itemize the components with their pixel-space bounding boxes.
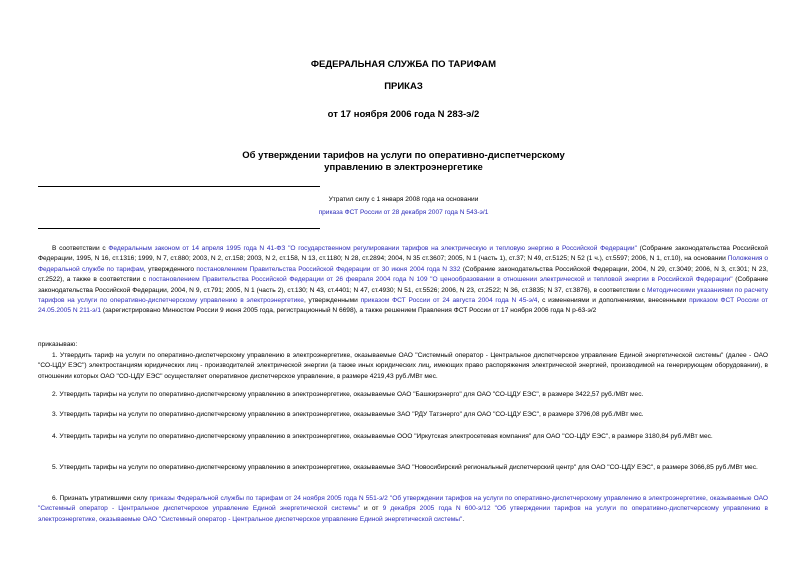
preamble-text: В соответствии с <box>52 245 109 252</box>
link-federal-law[interactable]: Федеральным законом от 14 апреля 1995 года N 41-ФЗ "О государственном регулировании тарифов на электрическую и тепловую энергию в Российской Федерации" <box>108 245 637 252</box>
status-link-line <box>0 207 807 218</box>
link-methodical-guidelines[interactable]: Методическими указаниями по расчету тарифов на услуги по оперативно-диспетчерскому управлению в электроэнергетике <box>38 286 769 305</box>
agency-name: ФЕДЕРАЛЬНАЯ СЛУЖБА ПО ТАРИФАМ <box>310 59 497 70</box>
document-type: ПРИКАЗ <box>384 81 423 92</box>
order-item-4: 4. Утвердить тарифы на услуги по оперативно-диспетчерскому управлению в электроэнергетике, оказываемые ООО "Иркутская электросетевая компания" для ОАО "СО-ЦДУ ЕЭС", в размере 3180,84 руб./МВт мес. <box>52 433 713 440</box>
order-word: приказываю: <box>38 341 78 348</box>
divider-top <box>38 186 320 187</box>
item-text: и от <box>359 505 383 513</box>
status-link[interactable]: приказа ФСТ России от 28 декабря 2007 года N 543-э/1 <box>318 209 489 216</box>
preamble-text: (Собрание законодательства Российской Федерации, 2004, N 29, ст.3049; 2006, N 3, ст.301; N 23, ст.2522), а также в соответствии с <box>38 265 768 284</box>
order-item-6 <box>38 494 768 525</box>
order-item-3: 3. Утвердить тарифы на услуги по оперативно-диспетчерскому управлению в электроэнергетике, оказываемые ЗАО "РДУ Татэнерго" для ОАО "СО-ЦДУ ЕЭС", в размере 3796,08 руб./МВт мес. <box>52 411 644 418</box>
link-fst-order-600[interactable]: 9 декабря 2005 года N 600-э/12 "Об утверждении тарифов на услуги по оперативно-диспетчерскому управлению в электроэнергетике, оказываемые ОАО "Системный оператор - Центральное диспетчерское управление Единой энергетической системы" <box>38 505 768 523</box>
link-fst-order-45[interactable]: приказом ФСТ России от 24 августа 2004 года N 45-э/4 <box>360 297 538 305</box>
preamble-text: (зарегистрировано Минюстом России 9 июня 2005 года, регистрационный N 6698), а также решением Правления ФСТ России от 17 ноября 2006 года N р-63-э/2 <box>101 307 597 315</box>
preamble-text: , утвержденными <box>303 297 361 305</box>
preamble-paragraph <box>38 244 768 317</box>
item-text: 6. Признать утратившими силу <box>52 495 150 502</box>
preamble-text: (Собрание законодательства Российской Федерации, 2004, N 9, ст.791; 2005, N 1 (часть 2), ст.130; N 43, ст.4401; N 47, ст.4930; N 51, ст.5526; 2006, N 23, ст.2522; N 36, ст.3835; N 37, ст.3876), в соответствии с <box>38 276 768 294</box>
divider-bottom <box>38 228 320 229</box>
preamble-text: , утвержденного <box>143 265 197 273</box>
document-date-number: от 17 ноября 2006 года N 283-э/2 <box>327 109 480 120</box>
order-item-1: 1. Утвердить тариф на услуги по оперативно-диспетчерскому управлению в электроэнергетике, оказываемые ОАО "Системный оператор - Центральное диспетчерское управление Единой энергетической системы" (далее - ОАО "СО-ЦДУ ЕЭС") электростанциям юридических лиц - производителей электрической энергии (а также иных юридических лиц, имеющих право распоряжения электрической энергией, производимой на генерирующем оборудовании), в отношении которых ОАО "СО-ЦДУ ЕЭС" осуществляет оперативное диспетчерское управление, в размере 4219,43 руб./МВт мес. <box>38 352 768 380</box>
link-fst-order-211[interactable]: приказом ФСТ России от 24.05.2005 N 211-э/1 <box>38 297 768 315</box>
document-title-line1: Об утверждении тарифов на услуги по оперативно-диспетчерскому <box>242 150 565 161</box>
status-note: Утратил силу с 1 января 2008 года на основании <box>328 196 479 203</box>
document-title-line2: управлению в электроэнергетике <box>324 162 483 173</box>
link-government-decree-332[interactable]: постановлением Правительства Российской Федерации от 30 июня 2004 года N 332 <box>196 265 461 273</box>
link-fst-regulation[interactable]: Положения о Федеральной службе по тарифам <box>38 255 769 273</box>
order-item-5: 5. Утвердить тарифы на услуги по оперативно-диспетчерскому управлению в электроэнергетике, оказываемые ЗАО "Новосибирский региональный диспетчерский центр" для ОАО "СО-ЦДУ ЕЭС", в размере 3066,85 руб./МВт мес. <box>52 464 758 471</box>
preamble-text: (Собрание законодательства Российской Федерации, 1995, N 16, ст.1316; 1999, N 7, ст.880; 2003, N 2, ст.158; 2003, N 2, ст.158, N 13, ст.1180; N 28, ст.2894; 2004, N 35 ст.3607; 2005, N 1 (часть 1), ст.37; N 49, ст.5125; N 52 (1 ч.), ст.5597; 2006, N 1, ст.10), на основании <box>38 245 768 263</box>
link-government-decree-109[interactable]: постановлением Правительства Российской Федерации от 26 февраля 2004 года N 109 "О ценообразовании в отношении электрической и тепловой энергии в Российской Федерации" <box>148 276 733 284</box>
order-item-2: 2. Утвердить тарифы на услуги по оперативно-диспетчерскому управлению в электроэнергетике, оказываемые ОАО "Башкирэнерго" для ОАО "СО-ЦДУ ЕЭС", в размере 3422,57 руб./МВт мес. <box>52 391 644 398</box>
preamble-text: , с изменениями и дополнениями, внесенными <box>537 297 690 305</box>
item-text: . <box>462 515 465 523</box>
link-fst-order-551[interactable]: приказы Федеральной службы по тарифам от 24 ноября 2005 года N 551-э/2 "Об утверждении тарифов на услуги по оперативно-диспетчерскому управлению в электроэнергетике, оказываемые ОАО "Системный оператор - Центральное диспетчерское управление Единой энергетической системы" <box>38 495 768 513</box>
